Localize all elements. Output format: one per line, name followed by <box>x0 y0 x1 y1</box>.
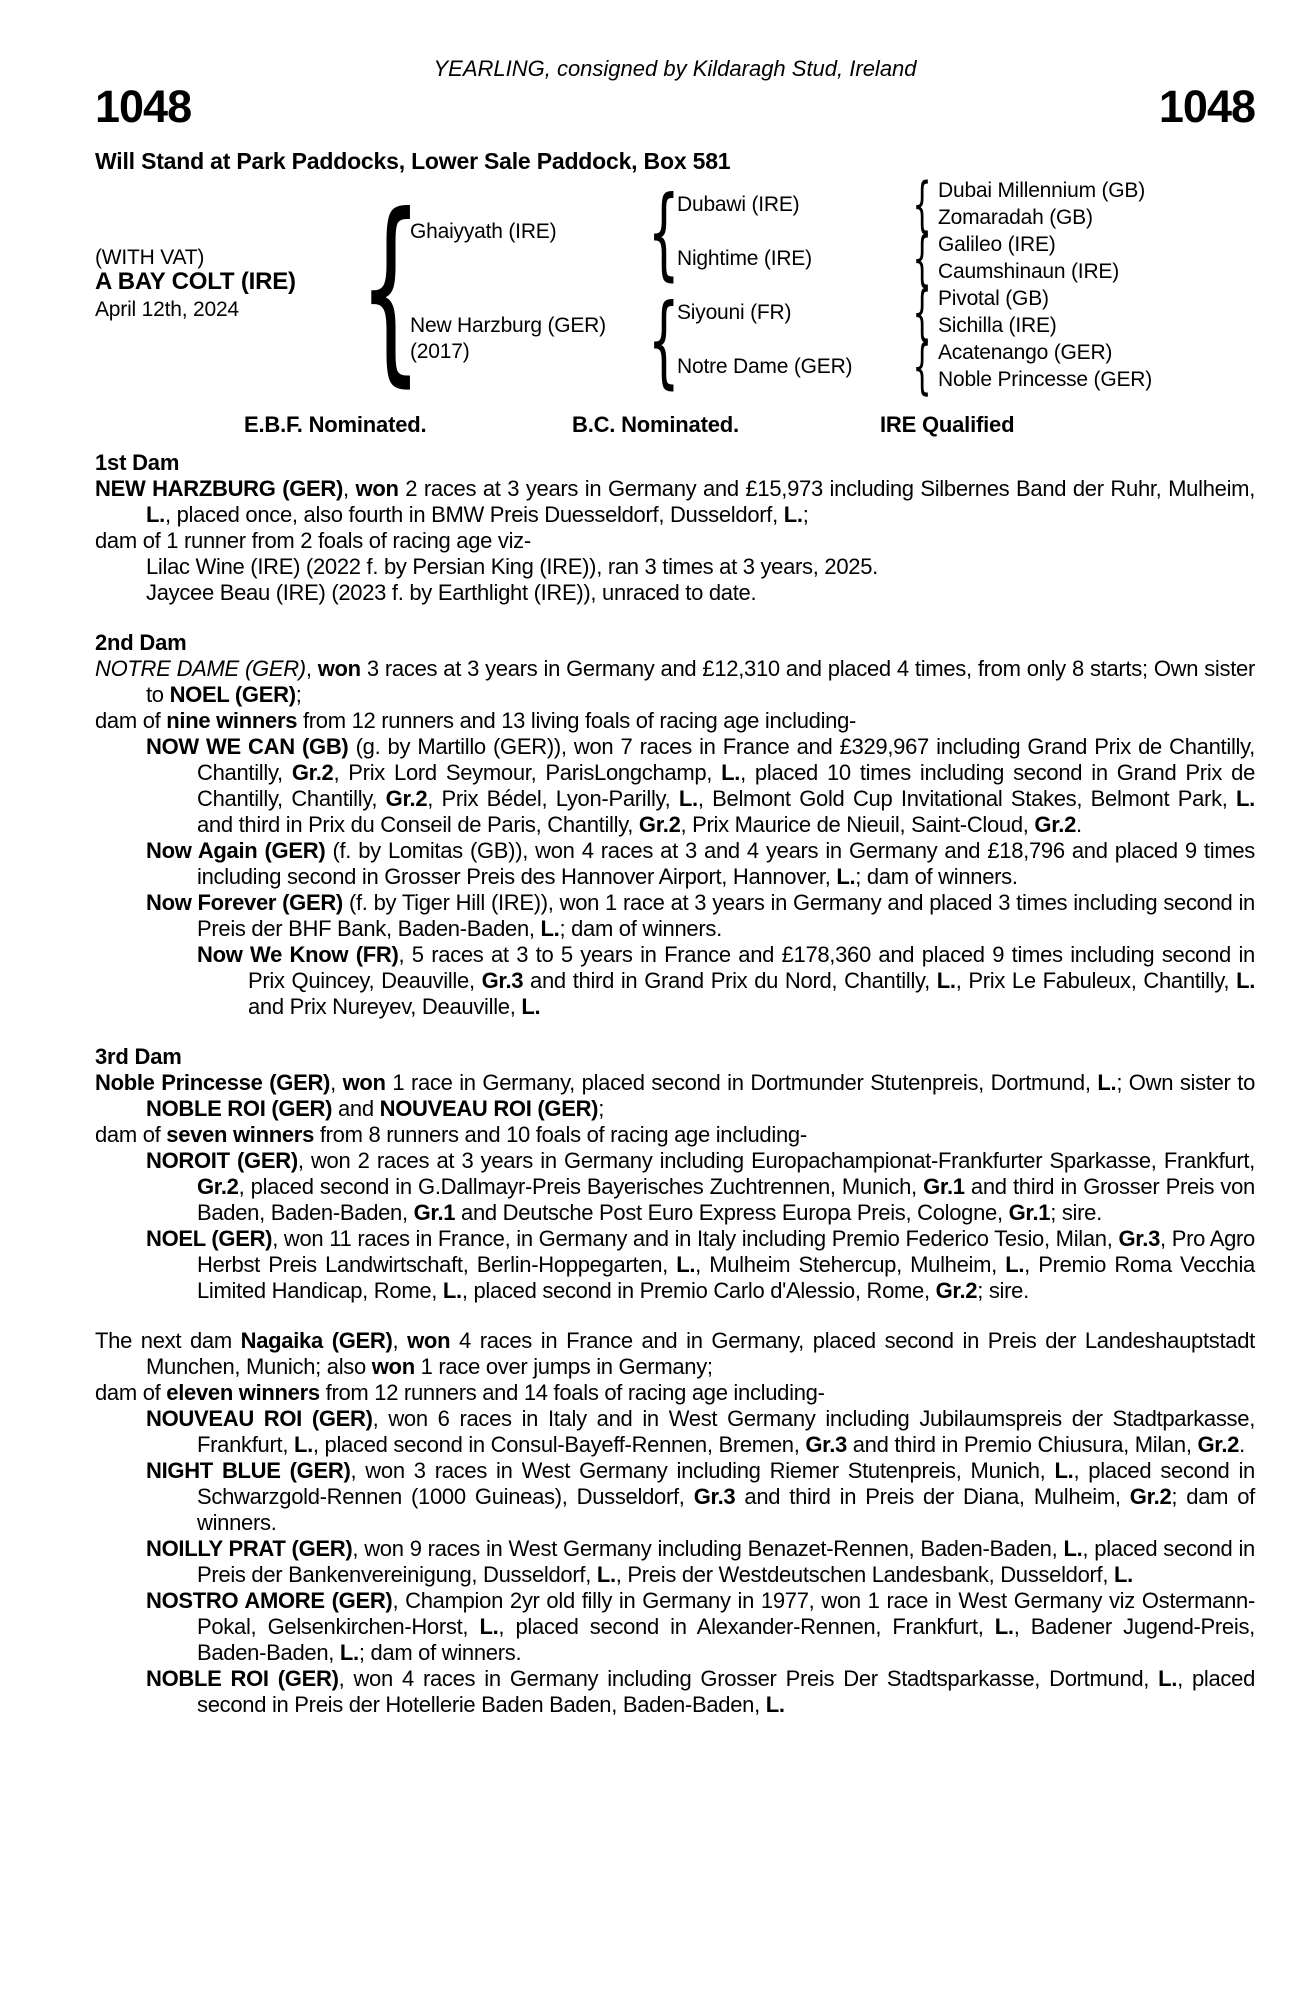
produce-entry: Lilac Wine (IRE) (2022 f. by Persian King (IRE)), ran 3 times at 3 years, 2025. <box>146 554 878 579</box>
foal-date: April 12th, 2024 <box>95 298 239 321</box>
pedigree-brace: { <box>912 278 932 348</box>
produce-entry: NOROIT (GER), won 2 races at 3 years in Germany including Europachampionat-Frankfurter Sparkasse, Frankfurt, Gr.2, placed second in G.Dallmayr-Preis Bayerisches Zuchtrennen, Munich, Gr.1 and third in Grosser Preis von Baden, Baden-Baden, Gr.1 and Deutsche Post Euro Express Europa Preis, Cologne, Gr.1; sire. <box>146 1148 1255 1225</box>
dam-year: (2017) <box>410 340 470 363</box>
section-2nd-dam <box>95 630 1255 1020</box>
great-grandparent-name: Caumshinaun (IRE) <box>938 260 1120 283</box>
consignor-line: YEARLING, consigned by Kildaragh Stud, Ireland <box>433 56 917 81</box>
produce-entry: Now Forever (GER) (f. by Tiger Hill (IRE)), won 1 race at 3 years in Germany and placed 3 times including second in Preis der BHF Bank, Baden-Baden, L.; dam of winners. <box>146 890 1255 941</box>
subject-name: A BAY COLT (IRE) <box>95 268 296 295</box>
produce-entry: NOILLY PRAT (GER), won 9 races in West Germany including Benazet-Rennen, Baden-Baden, L., placed second in Preis der Bankenvereinigung, Dusseldorf, L., Preis der Westdeutschen Landesbank, Dusseldorf, L. <box>146 1536 1255 1587</box>
stand-location-line: Will Stand at Park Paddocks, Lower Sale Paddock, Box 581 <box>95 148 731 174</box>
lot-number-right: 1048 <box>1158 81 1255 132</box>
sire-name: Ghaiyyath (IRE) <box>410 220 557 243</box>
lot-number-row <box>95 82 1255 132</box>
pedigree-brace: { <box>912 224 932 294</box>
pedigree-table <box>95 170 1255 405</box>
bc-nominated-label: B.C. Nominated. <box>572 412 739 437</box>
produce-entry: Now We Know (FR), 5 races at 3 to 5 years in France and £178,360 and placed 9 times including second in Prix Quincey, Deauville, Gr.3 and third in Grand Prix du Nord, Chantilly, L., Prix Le Fabuleux, Chantilly, L. and Prix Nureyev, Deauville, L. <box>197 942 1256 1019</box>
section-title: 1st Dam <box>95 450 180 475</box>
pedigree-brace: { <box>912 170 932 240</box>
pedigree-brace: { <box>648 173 680 291</box>
produce-entry: Now Again (GER) (f. by Lomitas (GB)), won 4 races at 3 and 4 years in Germany and £18,796 and placed 9 times including second in Grosser Preis des Hannover Airport, Hannover, L.; dam of winners. <box>146 838 1255 889</box>
pedigree-brace: { <box>912 332 932 402</box>
produce-entry: NOEL (GER), won 11 races in France, in Germany and in Italy including Premio Federico Tesio, Milan, Gr.3, Pro Agro Herbst Preis Landwirtschaft, Berlin-Hoppegarten, L., Mulheim Stehercup, Mulheim, L., Premio Roma Vecchia Limited Handicap, Rome, L., placed second in Premio Carlo d'Alessio, Rome, Gr.2; sire. <box>146 1226 1255 1303</box>
produce-entry: NOSTRO AMORE (GER), Champion 2yr old filly in Germany in 1977, won 1 race in West Germany viz Ostermann-Pokal, Gelsenkirchen-Horst, L., placed second in Alexander-Rennen, Frankfurt, L., Badener Jugend-Preis, Baden-Baden, L.; dam of winners. <box>146 1588 1255 1665</box>
produce-summary: dam of 1 runner from 2 foals of racing age viz- <box>95 528 531 553</box>
great-grandparent-name: Acatenango (GER) <box>938 341 1113 364</box>
produce-summary: dam of eleven winners from 12 runners and 14 foals of racing age including- <box>95 1380 825 1405</box>
section-next-dam <box>95 1328 1255 1718</box>
great-grandparent-name: Pivotal (GB) <box>938 287 1049 310</box>
dam-race-record: Noble Princesse (GER), won 1 race in Germany, placed second in Dortmunder Stutenpreis, Dortmund, L.; Own sister to NOBLE ROI (GER) and NOUVEAU ROI (GER); <box>95 1070 1255 1121</box>
produce-summary: dam of seven winners from 8 runners and 10 foals of racing age including- <box>95 1122 807 1147</box>
ire-qualified-label: IRE Qualified <box>880 412 1015 437</box>
section-1st-dam <box>95 450 1255 606</box>
produce-entry: Jaycee Beau (IRE) (2023 f. by Earthlight (IRE)), unraced to date. <box>146 580 757 605</box>
granddam-name: Nightime (IRE) <box>677 247 812 270</box>
section-title: 2nd Dam <box>95 630 187 655</box>
great-grandparent-name: Dubai Millennium (GB) <box>938 179 1146 202</box>
dam-race-record: NEW HARZBURG (GER), won 2 races at 3 years in Germany and £15,973 including Silbernes Band der Ruhr, Mulheim, L., placed once, also fourth in BMW Preis Duesseldorf, Dusseldorf, L.; <box>95 476 1256 527</box>
produce-entry: NOW WE CAN (GB) (g. by Martillo (GER)), won 7 races in France and £329,967 including Grand Prix de Chantilly, Chantilly, Gr.2, Prix Lord Seymour, ParisLongchamp, L., placed 10 times including second in Grand Prix de Chantilly, Chantilly, Gr.2, Prix Bédel, Lyon-Parilly, L., Belmont Gold Cup Invitational Stakes, Belmont Park, L. and third in Prix du Conseil de Paris, Chantilly, Gr.2, Prix Maurice de Nieuil, Saint-Cloud, Gr.2. <box>146 734 1256 837</box>
section-3rd-dam <box>95 1044 1255 1304</box>
grandsire-name: Siyouni (FR) <box>677 301 792 324</box>
great-grandparent-name: Zomaradah (GB) <box>938 206 1093 229</box>
pedigree-brace: { <box>648 281 680 399</box>
great-grandparent-name: Noble Princesse (GER) <box>938 368 1153 391</box>
produce-entry: NOBLE ROI (GER), won 4 races in Germany including Grosser Preis Der Stadtsparkasse, Dortmund, L., placed second in Preis der Hotellerie Baden Baden, Baden-Baden, L. <box>146 1666 1256 1717</box>
dam-race-record: The next dam Nagaika (GER), won 4 races in France and in Germany, placed second in Preis der Landeshauptstadt Munchen, Munich; also won 1 race over jumps in Germany; <box>95 1328 1255 1379</box>
nominations-row <box>95 412 1255 438</box>
produce-entry: NIGHT BLUE (GER), won 3 races in West Germany including Riemer Stutenpreis, Munich, L., placed second in Schwarzgold-Rennen (1000 Guineas), Dusseldorf, Gr.3 and third in Preis der Diana, Mulheim, Gr.2; dam of winners. <box>146 1458 1255 1535</box>
pedigree-brace: { <box>359 171 423 405</box>
produce-summary: dam of nine winners from 12 runners and 13 living foals of racing age including- <box>95 708 857 733</box>
great-grandparent-name: Galileo (IRE) <box>938 233 1056 256</box>
produce-entry: NOUVEAU ROI (GER), won 6 races in Italy and in West Germany including Jubilaumspreis der Stadtparkasse, Frankfurt, L., placed second in Consul-Bayeff-Rennen, Bremen, Gr.3 and third in Premio Chiusura, Milan, Gr.2. <box>146 1406 1256 1457</box>
vat-note: (WITH VAT) <box>95 246 205 269</box>
grandsire-name: Dubawi (IRE) <box>677 193 800 216</box>
ebf-nominated-label: E.B.F. Nominated. <box>244 412 427 437</box>
great-grandparent-name: Sichilla (IRE) <box>938 314 1057 337</box>
dam-race-record: NOTRE DAME (GER), won 3 races at 3 years in Germany and £12,310 and placed 4 times, from only 8 starts; Own sister to NOEL (GER); <box>95 656 1255 707</box>
section-title: 3rd Dam <box>95 1044 182 1069</box>
lot-number-left: 1048 <box>95 81 192 132</box>
granddam-name: Notre Dame (GER) <box>677 355 853 378</box>
dam-name: New Harzburg (GER) <box>410 314 606 337</box>
